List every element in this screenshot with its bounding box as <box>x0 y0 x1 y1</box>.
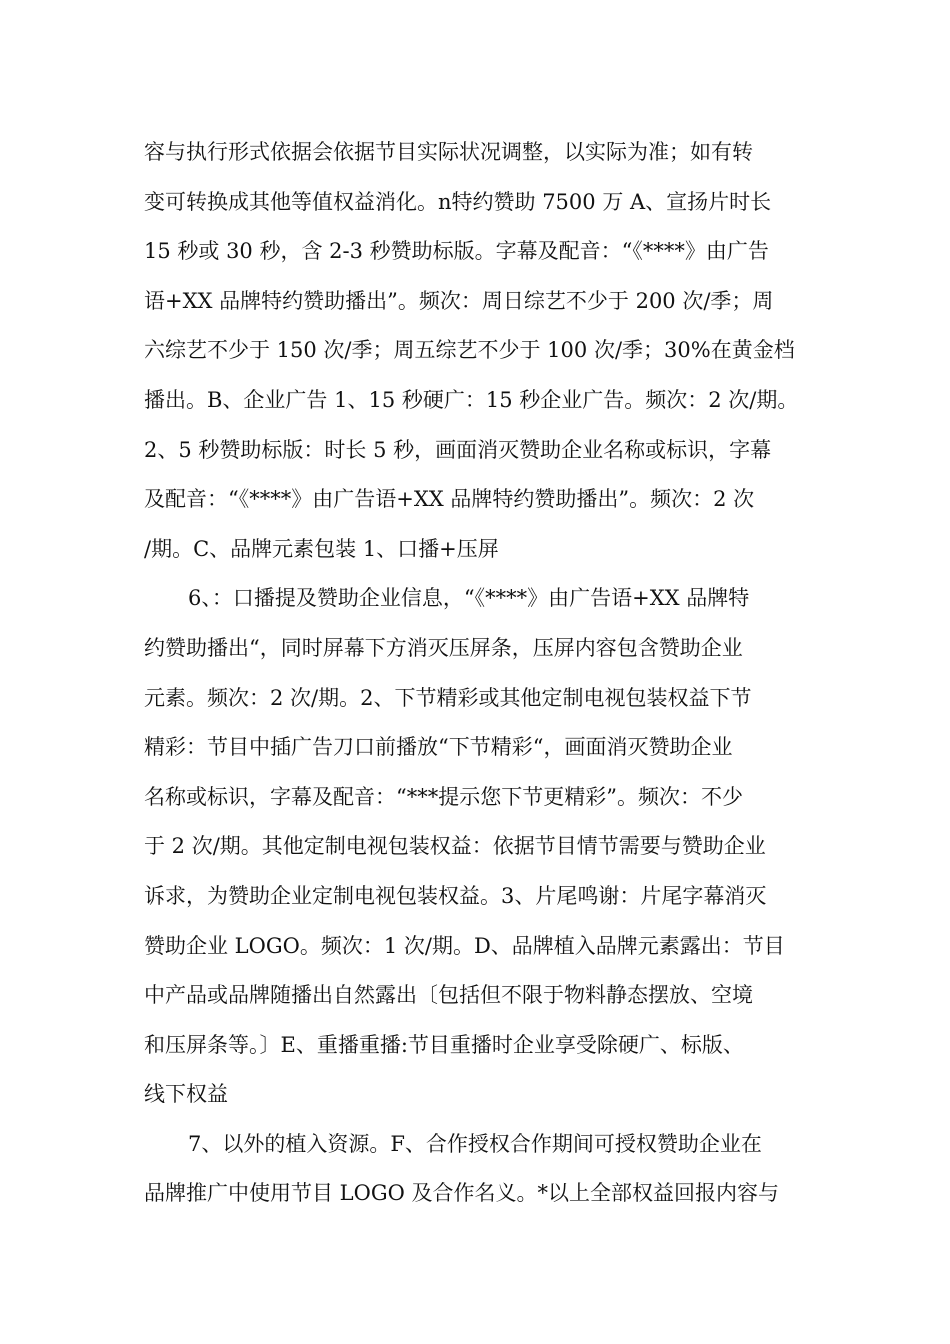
text-line: 六综艺不少于 150 次/季；周五综艺不少于 100 次/季；30%在黄金档 <box>144 338 795 363</box>
text-line: 线下权益 <box>144 1082 228 1107</box>
text-line: 于 2 次/期。其他定制电视包装权益：依据节目情节需要与赞助企业 <box>144 834 766 859</box>
text-line: 语+XX 品牌特约赞助播出”。频次：周日综艺不少于 200 次/季；周 <box>144 288 774 313</box>
text-line: 7、以外的植入资源。F、合作授权合作期间可授权赞助企业在 <box>188 1131 762 1156</box>
text-line: 变可转换成其他等值权益消化。n特约赞助 7500 万 A、宣扬片时长 <box>144 189 772 214</box>
text-line: 诉求，为赞助企业定制电视包装权益。3、片尾鸣谢：片尾字幕消灭 <box>144 883 767 908</box>
text-line: 2、5 秒赞助标版：时长 5 秒，画面消灭赞助企业名称或标识，字幕 <box>144 437 772 462</box>
document-body <box>144 134 824 1225</box>
text-line: 容与执行形式依据会依据节目实际状况调整，以实际为准；如有转 <box>144 140 753 164</box>
text-line: 品牌推广中使用节目 LOGO 及合作名义。*以上全部权益回报内容与 <box>144 1181 780 1206</box>
text-line: /期。C、品牌元素包装 1、口播+压屏 <box>144 536 499 561</box>
text-line: 元素。频次：2 次/期。2、下节精彩或其他定制电视包装权益下节 <box>144 685 752 710</box>
text-line: 中产品或品牌随播出自然露出〔包括但不限于物料静态摆放、空境 <box>144 983 753 1008</box>
text-line: 约赞助播出“，同时屏幕下方消灭压屏条，压屏内容包含赞助企业 <box>144 635 743 660</box>
text-line: 和压屏条等。〕E、重播重播:节目重播时企业享受除硬广、标版、 <box>144 1032 744 1057</box>
text-line: 15 秒或 30 秒，含 2-3 秒赞助标版。字幕及配音：“《****》由广告 <box>144 239 769 264</box>
text-line: 6、：口播提及赞助企业信息，“《****》由广告语+XX 品牌特 <box>188 586 750 611</box>
text-line: 及配音：“《****》由广告语+XX 品牌特约赞助播出”。频次：2 次 <box>144 487 755 512</box>
text-line: 赞助企业 LOGO。频次：1 次/期。D、品牌植入品牌元素露出：节目 <box>144 933 785 958</box>
text-line: 名称或标识，字幕及配音：“***提示您下节更精彩”。频次：不少 <box>144 784 743 809</box>
text-line: 播出。B、企业广告 1、15 秒硬广：15 秒企业广告。频次：2 次/期。 <box>144 387 799 412</box>
text-line: 精彩：节目中插广告刀口前播放“下节精彩“，画面消灭赞助企业 <box>144 735 733 760</box>
